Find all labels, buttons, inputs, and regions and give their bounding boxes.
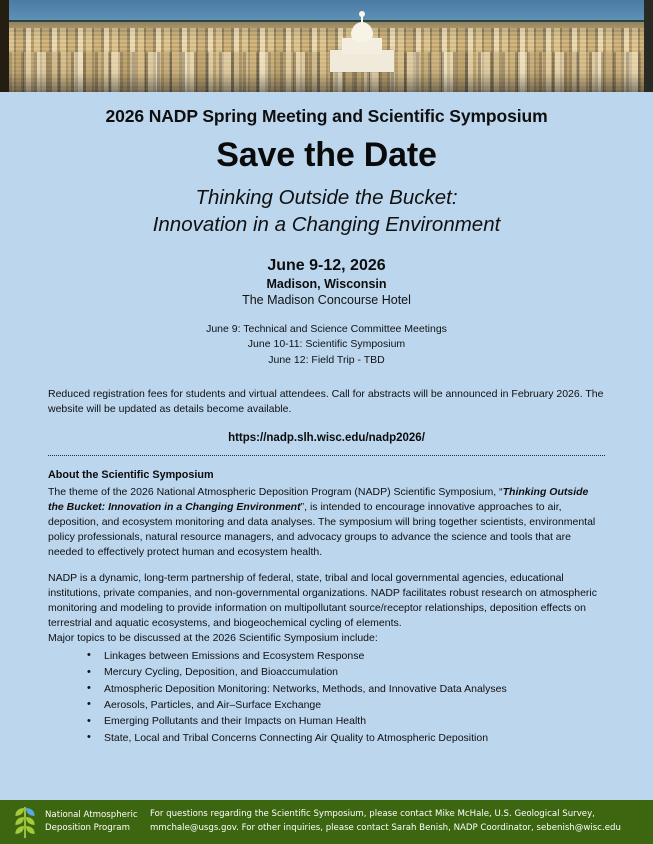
flyer-footer xyxy=(0,800,653,844)
topic-item: • Aerosols, Particles, and Air–Surface Exchange xyxy=(104,697,605,713)
registration-note: Reduced registration fees for students and virtual attendees. Call for abstracts will be announced in February 2026. The website will be updated as details become available. xyxy=(48,387,604,415)
nadp-logo xyxy=(12,805,140,839)
madison-skyline-banner-image xyxy=(0,0,653,92)
theme-line-2: Innovation in a Changing Environment xyxy=(152,212,501,236)
event-schedule xyxy=(0,322,653,367)
about-paragraph-2: NADP is a dynamic, long-term partnership of federal, state, tribal and local governmental agencies, educational institutions, private companies, and non-governmental organizations. NADP facilitates robust research on atmospheric monitoring and modeling to provide information on multipollutant source/receptor relationships, deposition effects on terrestrial and aquatic ecosystems, and biogeochemical cycling of elements. xyxy=(48,571,598,629)
section-divider xyxy=(48,455,605,457)
banner-right-edge xyxy=(644,0,653,92)
nadp-logo-text xyxy=(45,809,138,835)
topic-item: • Emerging Pollutants and their Impacts on Human Health xyxy=(104,713,605,729)
topics-list xyxy=(48,648,605,746)
banner-bottom-shadow xyxy=(0,72,653,92)
event-city: Madison, Wisconsin xyxy=(266,277,387,292)
footer-contact-info xyxy=(150,808,627,836)
flyer-body xyxy=(0,92,653,800)
banner-left-edge xyxy=(0,0,9,92)
symposium-theme xyxy=(0,185,653,238)
topic-item: • Linkages between Emissions and Ecosystem Response xyxy=(104,648,605,664)
footer-contact-line-1: For questions regarding the Scientific Symposium, please contact Mike McHale, U.S. Geological Survey, xyxy=(150,809,595,820)
save-the-date-heading: Save the Date xyxy=(216,136,437,174)
capitol-dome-icon xyxy=(330,14,394,72)
event-dates: June 9-12, 2026 xyxy=(267,257,386,275)
event-details xyxy=(0,257,653,307)
topic-item: • Atmospheric Deposition Monitoring: Networks, Methods, and Innovative Data Analyses xyxy=(104,681,605,697)
nadp-logo-line-1: National Atmospheric xyxy=(45,810,138,821)
about-p1-before: The theme of the 2026 National Atmospheric Deposition Program (NADP) Scientific Symposium, “ xyxy=(48,485,503,498)
schedule-item: June 9: Technical and Science Committee Meetings xyxy=(206,323,447,336)
nadp-logo-line-2: Deposition Program xyxy=(45,823,130,833)
meeting-website-link[interactable]: https://nadp.slh.wisc.edu/nadp2026/ xyxy=(228,432,425,445)
about-p1-theme-emphasis: Thinking Outside the Bucket: Innovation in a Changing Environment xyxy=(48,485,589,513)
topic-item: • Mercury Cycling, Deposition, and Bioaccumulation xyxy=(104,664,605,680)
schedule-item: June 10-11: Scientific Symposium xyxy=(247,338,406,351)
nadp-plant-leaf-icon xyxy=(12,805,38,839)
about-p1-after: ”, is intended to encourage innovative approaches to air, deposition, and ecosystem monitoring and data analyses. The symposium will bring together scientists, environmental policy professionals, natural resource managers, and advocacy groups to advance the science and tools that are needed to effectively protect human and ecosystem health. xyxy=(48,500,596,558)
about-section xyxy=(48,468,605,746)
theme-line-1: Thinking Outside the Bucket: xyxy=(195,186,458,209)
topic-item: • State, Local and Tribal Concerns Connecting Air Quality to Atmospheric Deposition xyxy=(104,730,605,746)
footer-contact-line-2: mmchale@usgs.gov. For other inquiries, please contact Sarah Benish, NADP Coordinator, sebenish@wisc.edu xyxy=(150,823,621,833)
about-heading: About the Scientific Symposium xyxy=(48,469,214,482)
event-venue: The Madison Concourse Hotel xyxy=(242,293,411,308)
event-title: 2026 NADP Spring Meeting and Scientific Symposium xyxy=(105,106,548,126)
about-paragraph-1 xyxy=(48,485,605,560)
topics-intro: Major topics to be discussed at the 2026 Scientific Symposium include: xyxy=(48,631,378,644)
schedule-item: June 12: Field Trip - TBD xyxy=(268,353,385,366)
